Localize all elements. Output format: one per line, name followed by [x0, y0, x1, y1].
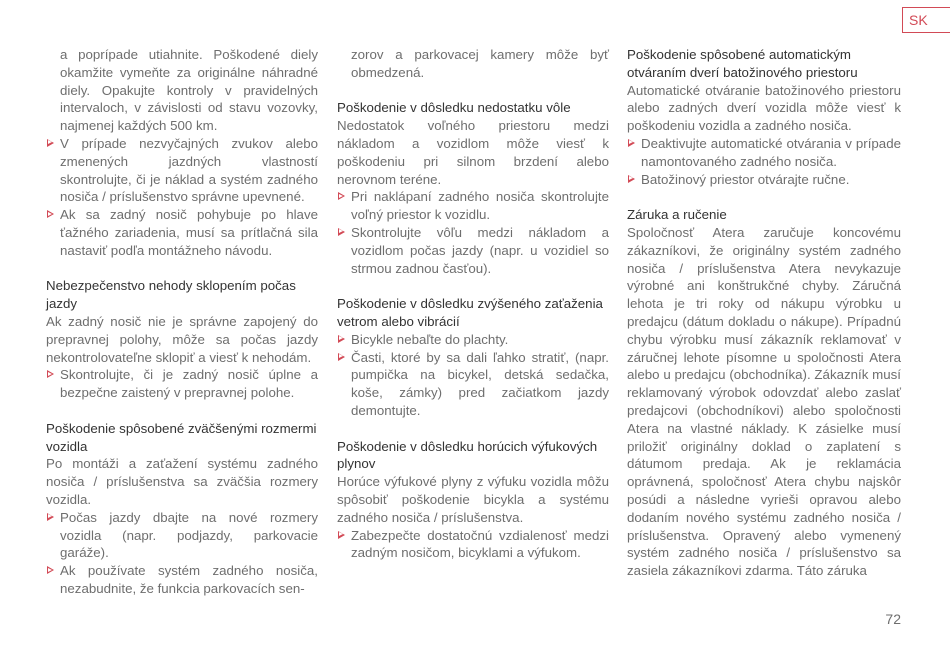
triangle-bullet-icon: [338, 228, 345, 236]
section-heading: Poškodenie spôsobené automatickým otváraním dverí batožinového priestoru: [627, 47, 858, 80]
list-item: Ak sa zadný nosič pohybuje po hlave ťažného zariadenia, musí sa prítlačná sila nastaviť podľa montážneho návodu.: [46, 206, 318, 259]
list-item: Skontrolujte, či je zadný nosič úplne a bezpečne zaistený v prepravnej polohe.: [46, 366, 318, 402]
paragraph: Spoločnosť Atera zaručuje koncovému zákazníkovi, že originálny systém zadného nosiča / príslušenstva Atera nevykazuje výrobné ani konštrukčné chyby. Záručná lehota je tri roky od nákupu výrobku u predajcu (dátum dokladu o nákupe). Prípadnú chybu výrobku musí zákazník reklamovať v záručnej lehote písomne u spoločnosti Atera alebo u predajcu (obchodníka). Zákazník musí reklamovaný výrobok odovzdať alebo zaslať predajcovi (obchodníkovi) alebo spoločnosti Atera na vlastné náklady. K zásielke musí priložiť originálny doklad o zaplatení s dátumom predaja. Ak je reklamácia oprávnená, spoločnosť Atera chybu najskôr posúdi a následne vyrieši opravou alebo dodaním nového systému zadného nosiča / príslušenstva. Opravený alebo vymenený systém zadného nosiča / príslušenstvo sa zasiela zákazníkovi zdarma. Táto záruka: [627, 224, 901, 579]
list-item: Časti, ktoré by sa dali ľahko stratiť, (napr. pumpička na bicykel, detská sedačka, koše, zámky) pred začiatkom jazdy demontujte.: [337, 349, 609, 420]
triangle-bullet-icon: [47, 210, 54, 218]
paragraph: Ak zadný nosič nie je správne zapojený do prepravnej polohy, môže sa počas jazdy nekontrolovateľne sklopiť a viesť k nehodám.: [46, 313, 318, 365]
section-heading: Poškodenie v dôsledku nedostatku vôle: [337, 100, 571, 116]
paragraph: Automatické otváranie batožinového priestoru alebo zadných dverí vozidla môže viesť k poškodeniu vozidla a zadného nosiča.: [627, 82, 901, 134]
list-item: Ak používate systém zadného nosiča, nezabudnite, že funkcia parkovacích sen-: [46, 562, 318, 598]
triangle-bullet-icon: [338, 192, 345, 200]
triangle-bullet-icon: [47, 513, 54, 521]
triangle-bullet-icon: [338, 531, 345, 539]
list-item: Skontrolujte vôľu medzi nákladom a vozidlom počas jazdy (napr. u vozidiel so strmou zadnou časťou).: [337, 224, 609, 277]
column-3: [627, 46, 901, 580]
list-item: Bicykle nebaľte do plachty.: [337, 331, 609, 349]
section-heading: Poškodenie v dôsledku horúcich výfukových plynov: [337, 438, 598, 472]
paragraph: Nedostatok voľného priestoru medzi nákladom a vozidlom môže viesť k poškodeniu pri silnom brzdení alebo nerovnom teréne.: [337, 118, 609, 187]
list-item: Batožinový priestor otvárajte ručne.: [627, 171, 901, 189]
paragraph: zorov a parkovacej kamery môže byť obmedzená.: [351, 47, 609, 80]
bullet-list: [337, 331, 609, 420]
triangle-bullet-icon: [338, 353, 345, 361]
page-number: 72: [885, 611, 901, 627]
section-heading: Poškodenie spôsobené zväčšenými rozmermi vozidla: [46, 420, 317, 454]
bullet-list: [337, 527, 609, 563]
triangle-bullet-icon: [628, 175, 635, 183]
bullet-list: [627, 135, 901, 188]
bullet-list: [46, 509, 318, 598]
triangle-bullet-icon: [628, 139, 635, 147]
triangle-bullet-icon: [47, 566, 54, 574]
list-item: Pri naklápaní zadného nosiča skontrolujte voľný priestor k vozidlu.: [337, 188, 609, 224]
bullet-list: [46, 135, 318, 260]
column-2: [337, 46, 609, 562]
section-heading: Nebezpečenstvo nehody sklopením počas jazdy: [46, 278, 296, 312]
paragraph: a poprípade utiahnite. Poškodené diely okamžite vymeňte za originálne náhradné diely. Opakujte kontroly v pravidelných intervaloch, v závislosti od stavu vozovky, najmenej každých 500 km.: [60, 47, 318, 134]
bullet-list: [46, 366, 318, 402]
language-badge: SK: [902, 7, 950, 33]
triangle-bullet-icon: [47, 370, 54, 378]
section-heading: Záruka a ručenie: [627, 207, 727, 223]
list-item: Zabezpečte dostatočnú vzdialenosť medzi zadným nosičom, bicyklami a výfukom.: [337, 527, 609, 563]
triangle-bullet-icon: [47, 139, 54, 147]
paragraph: Po montáži a zaťažení systému zadného nosiča / príslušenstva sa zväčšia rozmery vozidla.: [46, 456, 318, 507]
triangle-bullet-icon: [338, 335, 345, 343]
bullet-list: [337, 188, 609, 277]
section-heading: Poškodenie v dôsledku zvýšeného zaťaženia vetrom alebo vibrácií: [337, 296, 603, 329]
list-item: V prípade nezvyčajných zvukov alebo zmenených jazdných vlastností skontrolujte, či je náklad a systém zadného nosiča / príslušenstvo správne upevnené.: [46, 135, 318, 206]
list-item: Počas jazdy dbajte na nové rozmery vozidla (napr. podjazdy, parkovacie garáže).: [46, 509, 318, 562]
list-item: Deaktivujte automatické otvárania v prípade namontovaného zadného nosiča.: [627, 135, 901, 171]
column-1: [46, 46, 318, 598]
paragraph: Horúce výfukové plyny z výfuku vozidla môžu spôsobiť poškodenie bicykla a systému zadného nosiča / príslušenstva.: [337, 474, 609, 525]
